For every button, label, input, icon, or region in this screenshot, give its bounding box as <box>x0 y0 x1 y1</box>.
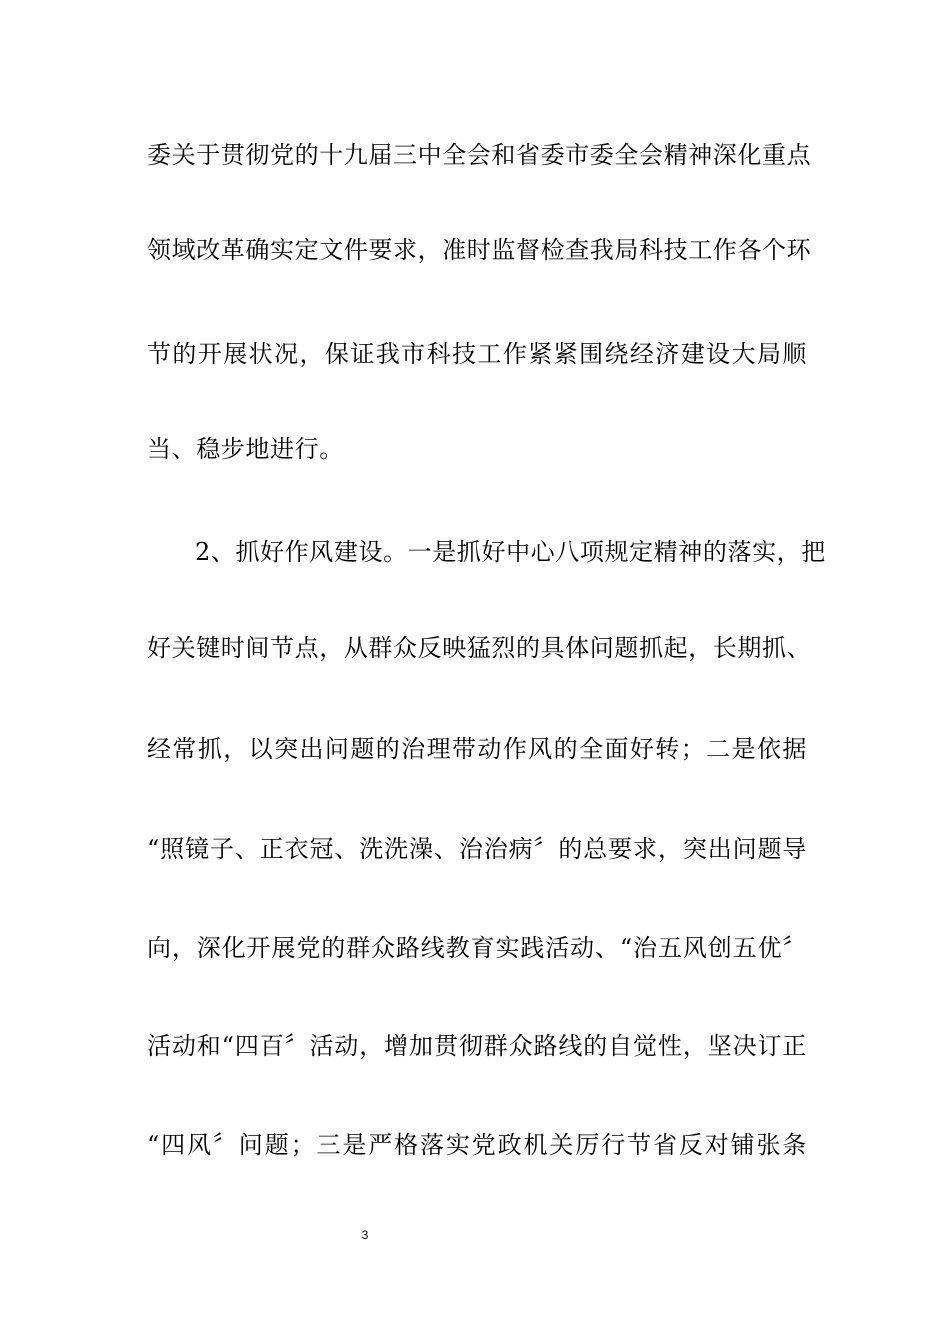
paragraph-line: 2、抓好作风建设。一是抓好中心八项规定精神的落实，把 <box>195 538 826 566</box>
paragraph-line: 当、稳步地进行。 <box>147 435 344 463</box>
paragraph-line: 经常抓，以突出问题的治理带动作风的全面好转；二是依据 <box>147 735 807 763</box>
paragraph-line: 节的开展状况，保证我市科技工作紧紧围绕经济建设大局顺 <box>147 340 807 368</box>
paragraph-line: 委关于贯彻党的十九届三中全会和省委市委全会精神深化重点 <box>147 141 812 169</box>
paragraph-line: 好关键时间节点，从群众反映猛烈的具体问题抓起，长期抓、 <box>147 634 812 662</box>
paragraph-line: “照镜子、正衣冠、洗洗澡、治治病〞的总要求，突出问题导 <box>147 835 807 863</box>
paragraph-line: “四风〞问题；三是严格落实党政机关厉行节省反对铺张条 <box>147 1131 807 1159</box>
paragraph-line: 向，深化开展党的群众路线教育实践活动、“治五风创五优〞 <box>147 934 807 962</box>
paragraph-line: 领域改革确实定文件要求，准时监督检查我局科技工作各个环 <box>147 236 812 264</box>
page-number: 3 <box>361 1228 369 1242</box>
paragraph-line: 活动和“四百〞活动，增加贯彻群众路线的自觉性，坚决订正 <box>147 1032 807 1060</box>
